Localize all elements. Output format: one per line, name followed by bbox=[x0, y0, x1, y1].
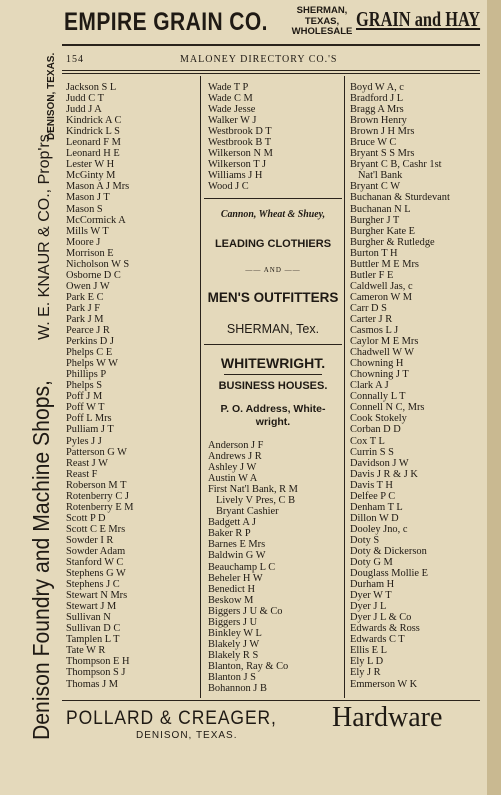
directory-entry: Burgher & Rutledge bbox=[350, 236, 435, 248]
directory-entry: Bryant S S Mrs bbox=[350, 148, 415, 160]
header-company: EMPIRE GRAIN CO. bbox=[64, 8, 268, 36]
directory-entry: Buttler M E Mrs bbox=[350, 258, 419, 270]
directory-entry: Caylor M E Mrs bbox=[350, 336, 419, 348]
directory-entry: Nat'l Bank bbox=[358, 170, 403, 182]
directory-entry: Durham H bbox=[350, 579, 395, 591]
directory-entry: Patterson G W bbox=[66, 446, 127, 458]
directory-entry: Scott P D bbox=[66, 512, 106, 524]
section-note: P. O. Address, White- wright. bbox=[220, 403, 326, 428]
directory-entry: Edwards C T bbox=[350, 634, 405, 646]
directory-entry: Reast J W bbox=[66, 457, 108, 469]
directory-entry: Poff L Mrs bbox=[66, 413, 112, 425]
ad-line-1: LEADING CLOTHIERS bbox=[214, 238, 332, 250]
directory-entry: Connally L T bbox=[350, 391, 406, 403]
directory-entry: Mason A J Mrs bbox=[66, 181, 130, 193]
directory-entry: Edwards & Ross bbox=[350, 623, 420, 635]
directory-entry: Carr D S bbox=[350, 302, 387, 314]
directory-entry: Wilkerson N M bbox=[208, 148, 273, 160]
directory-entry: Blakely R S bbox=[208, 649, 259, 661]
name-column-1 bbox=[66, 82, 134, 690]
directory-entry: Blanton, Ray & Co bbox=[208, 660, 289, 672]
directory-entry: Perkins D J bbox=[66, 336, 114, 348]
directory-entry: Jackson S L bbox=[66, 82, 117, 93]
directory-entry: Sowder Adam bbox=[66, 545, 126, 557]
sidebar-owners: W. E. KNAUR & CO., Prop'rs, bbox=[36, 129, 53, 340]
directory-title: MALONEY DIRECTORY CO.'S bbox=[180, 54, 338, 65]
directory-entry: Blakely J W bbox=[208, 638, 260, 650]
directory-entry: Bohannon J B bbox=[208, 683, 267, 695]
directory-entry: Bryant C B, Cashr 1st bbox=[350, 159, 442, 171]
section-town: WHITEWRIGHT. bbox=[220, 355, 326, 371]
footer-trade: Hardware bbox=[332, 702, 443, 733]
directory-entry: Park J F bbox=[66, 302, 101, 314]
directory-entry: Caldwell Jas, c bbox=[350, 280, 413, 292]
directory-entry: Binkley W L bbox=[208, 627, 262, 639]
directory-entry: Rotenberry C J bbox=[66, 490, 129, 502]
directory-entry: Stewart N Mrs bbox=[66, 590, 128, 602]
directory-entry: Phelps C E bbox=[66, 347, 113, 359]
directory-entry: Bradford J L bbox=[350, 93, 404, 105]
directory-entry: Carter J R bbox=[350, 313, 393, 325]
directory-entry: Westbrook B T bbox=[208, 137, 272, 149]
directory-entry: Pulliam J T bbox=[66, 424, 114, 436]
directory-entry: Currin S S bbox=[350, 446, 394, 458]
directory-entry: Doty G M bbox=[350, 557, 393, 569]
directory-entry: Sullivan N bbox=[66, 612, 111, 624]
directory-entry: Brown J H Mrs bbox=[350, 126, 415, 138]
directory-entry: Dyer W T bbox=[350, 590, 392, 602]
directory-entry: Tamplen L T bbox=[66, 634, 120, 646]
directory-entry: Pyles J J bbox=[66, 435, 102, 447]
footer-ad bbox=[66, 702, 443, 741]
directory-entry: Biggers J U bbox=[208, 616, 258, 628]
directory-entry: Phelps W W bbox=[66, 358, 118, 370]
directory-entry: Pearce J R bbox=[66, 325, 110, 337]
directory-entry: Brown Henry bbox=[350, 115, 407, 127]
directory-entry: Burton T H bbox=[350, 247, 398, 259]
directory-entry: Sullivan D C bbox=[66, 623, 121, 635]
directory-entry: Burgher J T bbox=[350, 214, 400, 226]
directory-entry: Phelps S bbox=[66, 380, 103, 392]
directory-entry: Kindrick A C bbox=[66, 115, 122, 127]
directory-entry: Ely L D bbox=[350, 656, 384, 668]
directory-entry: Poff J M bbox=[66, 391, 103, 403]
directory-entry: Badgett A J bbox=[208, 517, 256, 529]
directory-entry: Beheler H W bbox=[208, 572, 263, 584]
directory-entry: Scott C E Mrs bbox=[66, 523, 126, 535]
directory-entry: Doty & Dickerson bbox=[350, 545, 427, 557]
directory-entry: Mills W T bbox=[66, 225, 109, 237]
directory-entry: Wade T P bbox=[208, 82, 249, 93]
directory-entry: Lively V Pres, C B bbox=[216, 495, 295, 507]
directory-entry: Judd J A bbox=[66, 104, 102, 116]
directory-entry: Cameron W M bbox=[350, 291, 412, 303]
directory-entry: Lester W H bbox=[66, 159, 115, 171]
header-tagline: GRAIN and HAY bbox=[356, 7, 481, 31]
sidebar-main: Denison Foundry and Machine Shops, bbox=[28, 380, 54, 740]
section-heading: BUSINESS HOUSES. bbox=[218, 380, 328, 392]
directory-entry: Walker W J bbox=[208, 115, 257, 127]
footer-city: DENISON, TEXAS. bbox=[136, 730, 238, 741]
directory-entry: Wade C M bbox=[208, 93, 253, 105]
directory-entry: Stephens J C bbox=[66, 579, 120, 591]
directory-entry: Wilkerson T J bbox=[208, 159, 267, 171]
header-location: SHERMAN, TEXAS, WHOLESALE bbox=[291, 5, 353, 37]
directory-entry: Austin W A bbox=[208, 473, 258, 485]
directory-entry: Boyd W A, c bbox=[350, 82, 404, 93]
directory-entry: Poff W T bbox=[66, 402, 105, 414]
directory-entry: Dyer J L bbox=[350, 601, 387, 613]
directory-entry: Dyer J L & Co bbox=[350, 612, 412, 624]
directory-entry: Cook Stokely bbox=[350, 413, 407, 425]
name-column-2 bbox=[208, 82, 273, 192]
ad-rule-top bbox=[204, 198, 342, 199]
ad-line-2: MEN'S OUTFITTERS bbox=[207, 290, 339, 305]
directory-entry: Davis T H bbox=[350, 479, 393, 491]
directory-entry: Williams J H bbox=[208, 170, 263, 182]
top-rule-2 bbox=[62, 73, 480, 74]
directory-entry: Leonard F M bbox=[66, 137, 121, 149]
directory-entry: Douglass Mollie E bbox=[350, 568, 428, 580]
directory-entry: Stewart J M bbox=[66, 601, 117, 613]
directory-entry: Chowning J T bbox=[350, 369, 409, 381]
directory-entry: Thompson E H bbox=[66, 656, 130, 668]
directory-entry: Park E C bbox=[66, 291, 104, 303]
directory-entry: Nicholson W S bbox=[66, 258, 130, 270]
directory-entry: Delfee P C bbox=[350, 490, 396, 502]
directory-entry: Morrison E bbox=[66, 247, 114, 259]
ad-firm: Cannon, Wheat & Shuey, bbox=[220, 208, 326, 220]
directory-entry: Dillon W D bbox=[350, 512, 399, 524]
directory-entry: Judd C T bbox=[66, 93, 104, 105]
directory-entry: Tate W R bbox=[66, 645, 106, 657]
bottom-rule bbox=[62, 700, 480, 701]
directory-entry: Thomas J M bbox=[66, 678, 118, 690]
ad-and: —— AND —— bbox=[245, 266, 301, 274]
directory-entry: Denham T L bbox=[350, 501, 403, 513]
directory-entry: Sowder I R bbox=[66, 534, 114, 546]
directory-entry: Osborne D C bbox=[66, 269, 121, 281]
directory-entry: Benedict H bbox=[208, 583, 256, 595]
directory-entry: Bragg A Mrs bbox=[350, 104, 404, 116]
directory-entry: Beauchamp L C bbox=[208, 561, 276, 573]
section-ornament bbox=[224, 374, 322, 375]
sidebar-location: DENISON, TEXAS. bbox=[46, 52, 57, 140]
directory-entry: Park J M bbox=[66, 313, 104, 325]
directory-entry: Westbrook D T bbox=[208, 126, 272, 138]
directory-entry: Bruce W C bbox=[350, 137, 397, 149]
directory-entry: Davis J R & J K bbox=[350, 468, 418, 480]
directory-entry: Casmos L J bbox=[350, 325, 399, 337]
directory-entry: Beskow M bbox=[208, 594, 254, 606]
name-column-4 bbox=[350, 82, 450, 690]
directory-entry: Connell N C, Mrs bbox=[350, 402, 425, 414]
directory-entry: Anderson J F bbox=[208, 440, 264, 451]
directory-entry: Burgher Kate E bbox=[350, 225, 416, 237]
directory-entry: Rotenberry E M bbox=[66, 501, 134, 513]
directory-entry: Clark A J bbox=[350, 380, 389, 392]
directory-entry: Reast F bbox=[66, 468, 98, 480]
directory-entry: Cox T L bbox=[350, 435, 385, 447]
directory-entry: Buchanan & Sturdevant bbox=[350, 192, 450, 204]
directory-entry: Bryant Cashier bbox=[216, 506, 279, 518]
directory-entry: First Nat'l Bank, R M bbox=[208, 484, 298, 496]
directory-entry: McCormick A bbox=[66, 214, 126, 226]
directory-entry: Wood J C bbox=[208, 181, 249, 193]
ad-city: SHERMAN, Tex. bbox=[226, 322, 320, 336]
directory-entry: Bryant C W bbox=[350, 181, 401, 193]
directory-entry: Corban D D bbox=[350, 424, 401, 436]
directory-entry: Ashley J W bbox=[208, 462, 257, 474]
ad-rule-bottom bbox=[204, 344, 342, 345]
directory-entry: Andrews J R bbox=[208, 451, 262, 463]
directory-entry: Barnes E Mrs bbox=[208, 539, 266, 551]
top-rule bbox=[62, 70, 480, 71]
directory-entry: Stephens G W bbox=[66, 568, 126, 580]
column-divider-1 bbox=[200, 76, 201, 698]
directory-entry: Chadwell W W bbox=[350, 347, 415, 359]
directory-entry: Mason S bbox=[66, 203, 103, 215]
directory-entry: Mason J T bbox=[66, 192, 110, 204]
directory-entry: Biggers J U & Co bbox=[208, 605, 283, 617]
column-divider-2 bbox=[344, 76, 345, 698]
directory-entry: Roberson M T bbox=[66, 479, 127, 491]
footer-firm: POLLARD & CREAGER, bbox=[66, 708, 277, 729]
directory-entry: Ely J R bbox=[350, 667, 381, 679]
directory-entry: Doty S bbox=[350, 534, 380, 546]
directory-entry: Ellis E L bbox=[350, 645, 387, 657]
directory-entry: Baker R P bbox=[208, 528, 251, 540]
directory-entry: Baldwin G W bbox=[208, 550, 266, 562]
directory-entry: Thompson S J bbox=[66, 667, 126, 679]
directory-entry: Kindrick L S bbox=[66, 126, 120, 138]
directory-entry: Chowning H bbox=[350, 358, 404, 370]
directory-entry: Owen J W bbox=[66, 280, 110, 292]
directory-entry: Leonard H E bbox=[66, 148, 120, 160]
name-column-3 bbox=[208, 440, 298, 694]
directory-entry: Moore J bbox=[66, 236, 101, 248]
directory-entry: McGinty M bbox=[66, 170, 116, 182]
directory-entry: Phillips P bbox=[66, 369, 107, 381]
directory-entry: Dooley Jno, c bbox=[350, 523, 408, 535]
header-ad bbox=[62, 6, 480, 46]
directory-entry: Wade Jesse bbox=[208, 104, 256, 116]
directory-entry: Stanford W C bbox=[66, 557, 124, 569]
page-number: 154 bbox=[66, 54, 84, 65]
directory-entry: Buchanan N L bbox=[350, 203, 411, 215]
directory-entry: Blanton J S bbox=[208, 671, 256, 683]
directory-entry: Davidson J W bbox=[350, 457, 409, 469]
page-edge bbox=[487, 0, 501, 795]
directory-entry: Emmerson W K bbox=[350, 678, 418, 690]
directory-entry: Butler F E bbox=[350, 269, 394, 281]
